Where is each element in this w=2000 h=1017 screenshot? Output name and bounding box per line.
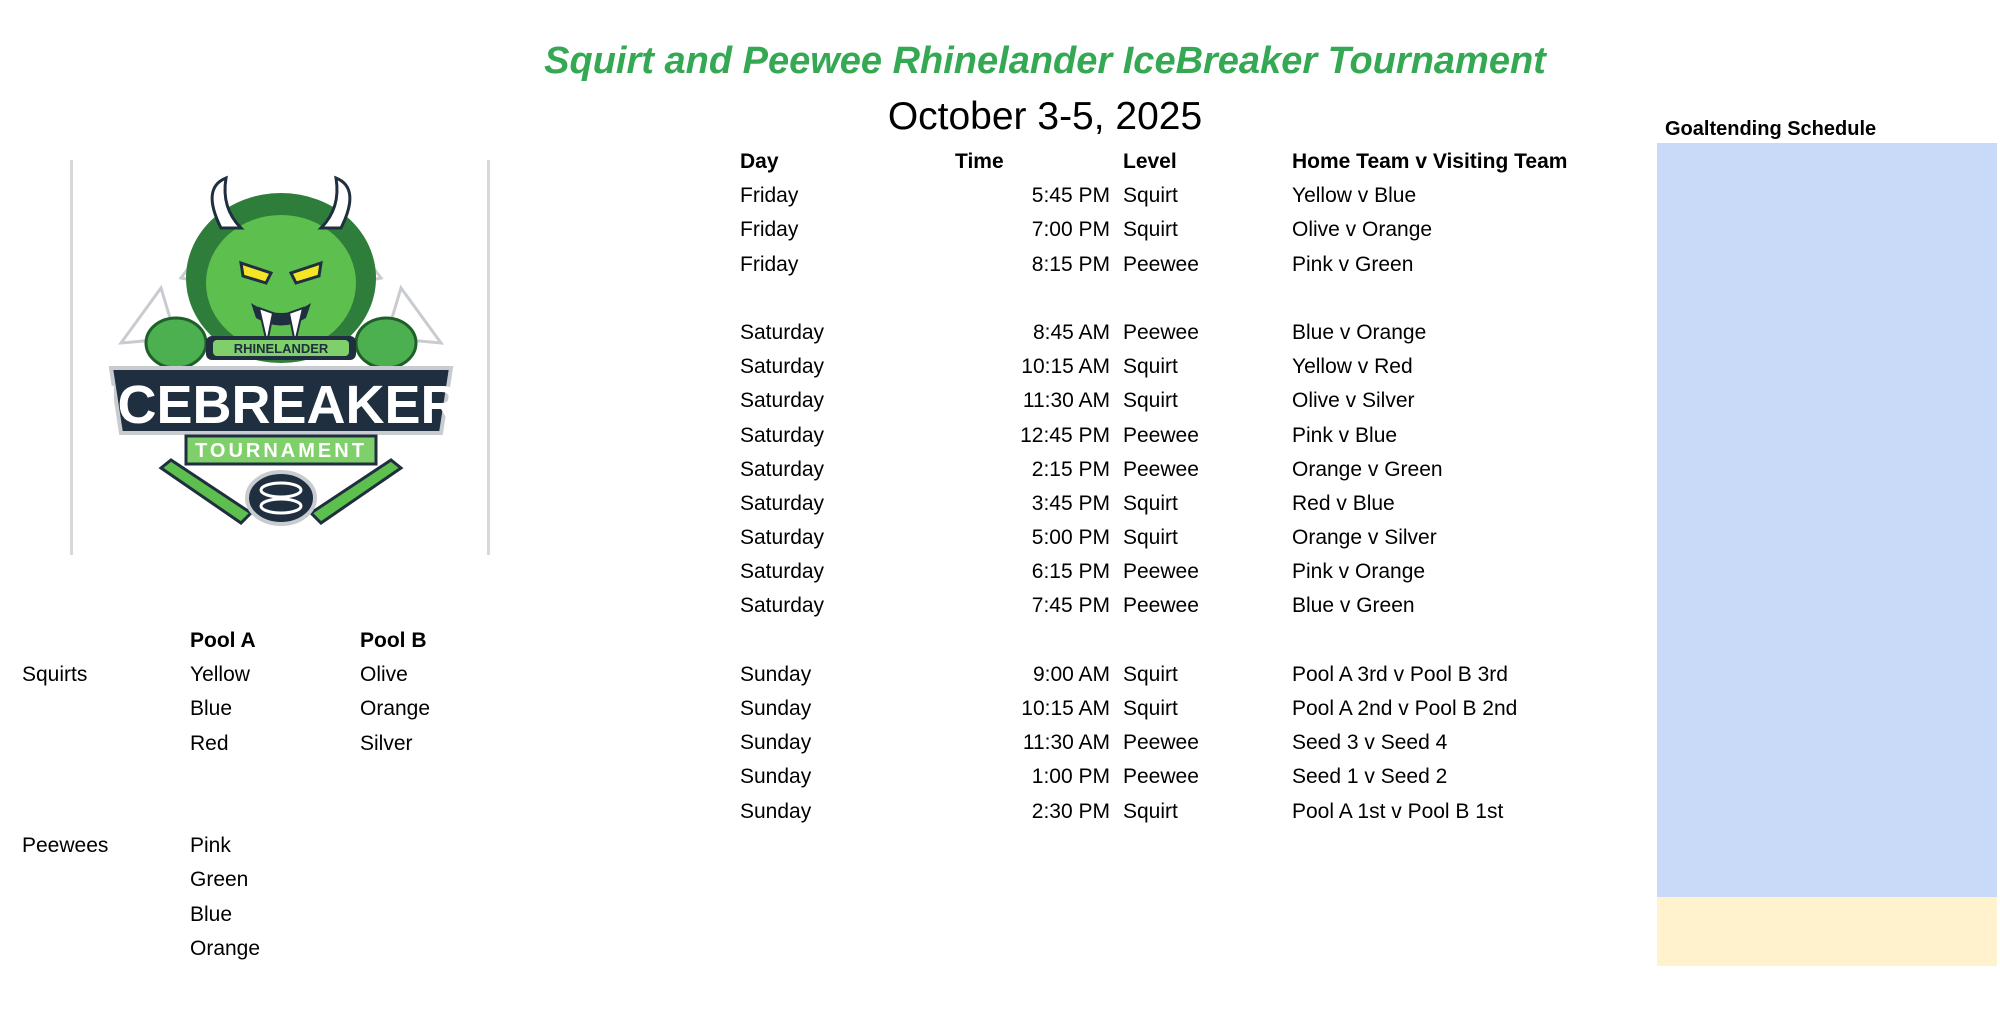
schedule-day: Sunday bbox=[740, 731, 812, 755]
schedule-level: Squirt bbox=[1123, 799, 1178, 823]
schedule-day: Saturday bbox=[740, 423, 825, 447]
schedule-day: Friday bbox=[740, 218, 799, 242]
schedule-time: 7:00 PM bbox=[1031, 218, 1110, 242]
schedule-time: 10:15 AM bbox=[1021, 355, 1110, 379]
schedule-day: Sunday bbox=[740, 799, 812, 823]
pool-a-team: Blue bbox=[190, 697, 233, 721]
goaltending-blue-block bbox=[1657, 143, 1997, 897]
schedule-time: 2:15 PM bbox=[1031, 457, 1110, 481]
schedule-time: 6:15 PM bbox=[1031, 560, 1110, 584]
schedule-day: Saturday bbox=[740, 457, 825, 481]
pool-division: Squirts bbox=[22, 663, 88, 687]
schedule-match: Yellow v Red bbox=[1292, 355, 1413, 379]
pool-a-team: Blue bbox=[190, 902, 233, 926]
schedule-day: Sunday bbox=[740, 697, 812, 720]
schedule-match: Olive v Silver bbox=[1292, 389, 1415, 413]
schedule-level: Peewee bbox=[1123, 320, 1199, 344]
schedule-match: Seed 1 v Seed 2 bbox=[1292, 765, 1448, 789]
logo-top-text: RHINELANDER bbox=[233, 341, 329, 356]
header-level: Level bbox=[1123, 150, 1177, 173]
goaltending-yellow-block bbox=[1657, 897, 1997, 966]
schedule-day: Saturday bbox=[740, 320, 825, 344]
schedule-level: Peewee bbox=[1123, 594, 1199, 618]
schedule-day: Friday bbox=[740, 252, 799, 276]
schedule-day: Saturday bbox=[740, 491, 825, 515]
goaltending-schedule-label: Goaltending Schedule bbox=[1665, 118, 1877, 140]
pool-b-team: Olive bbox=[360, 663, 408, 687]
pool-a-team: Pink bbox=[190, 834, 231, 858]
header-day: Day bbox=[740, 150, 779, 173]
schedule-match: Yellow v Blue bbox=[1292, 184, 1417, 208]
schedule-level: Squirt bbox=[1123, 526, 1178, 550]
schedule-level: Squirt bbox=[1123, 491, 1178, 515]
schedule-level: Squirt bbox=[1123, 218, 1178, 242]
pool-a-team: Orange bbox=[190, 936, 261, 960]
schedule-match: Red v Blue bbox=[1292, 491, 1395, 515]
schedule-level: Squirt bbox=[1123, 697, 1178, 720]
schedule-level: Peewee bbox=[1123, 252, 1199, 276]
schedule-match: Blue v Orange bbox=[1292, 320, 1427, 344]
schedule-match: Pool A 2nd v Pool B 2nd bbox=[1292, 697, 1518, 720]
page-title: Squirt and Peewee Rhinelander IceBreaker Tournament bbox=[544, 40, 1546, 82]
schedule-day: Saturday bbox=[740, 389, 825, 413]
schedule-match: Orange v Silver bbox=[1292, 526, 1437, 550]
schedule-time: 3:45 PM bbox=[1031, 491, 1110, 515]
logo-frame bbox=[70, 160, 490, 555]
schedule-day: Saturday bbox=[740, 526, 825, 550]
schedule-day: Saturday bbox=[740, 355, 825, 379]
schedule-time: 8:45 AM bbox=[1032, 320, 1110, 344]
schedule-match: Pool A 1st v Pool B 1st bbox=[1292, 799, 1504, 823]
schedule-day: Friday bbox=[740, 184, 799, 208]
schedule-time: 2:30 PM bbox=[1031, 799, 1110, 823]
pool-a-team: Red bbox=[190, 731, 229, 755]
schedule-match: Pool A 3rd v Pool B 3rd bbox=[1292, 662, 1508, 686]
schedule-match: Pink v Orange bbox=[1292, 560, 1426, 584]
schedule-time: 11:30 AM bbox=[1022, 731, 1110, 755]
schedule-day: Sunday bbox=[740, 662, 812, 686]
schedule-match: Pink v Blue bbox=[1292, 423, 1398, 447]
schedule-time: 1:00 PM bbox=[1031, 765, 1110, 789]
schedule-level: Peewee bbox=[1123, 765, 1199, 789]
logo-main-text: ICEBREAKER bbox=[102, 375, 460, 435]
icebreaker-logo bbox=[91, 168, 471, 548]
schedule-match: Olive v Orange bbox=[1292, 218, 1433, 242]
pool-a-team: Yellow bbox=[190, 663, 250, 687]
pools-header-pool-b: Pool B bbox=[360, 629, 427, 652]
schedule-day: Saturday bbox=[740, 560, 825, 584]
schedule-level: Squirt bbox=[1123, 389, 1178, 413]
schedule-match: Seed 3 v Seed 4 bbox=[1292, 731, 1448, 755]
schedule-level: Peewee bbox=[1123, 457, 1199, 481]
schedule-time: 12:45 PM bbox=[1020, 423, 1110, 447]
schedule-match: Blue v Green bbox=[1292, 594, 1415, 618]
pool-b-team: Orange bbox=[360, 697, 431, 721]
schedule-level: Peewee bbox=[1123, 560, 1199, 584]
schedule-match: Pink v Green bbox=[1292, 252, 1414, 276]
pool-a-team: Green bbox=[190, 868, 249, 892]
header-time: Time bbox=[955, 150, 1004, 173]
schedule-day: Saturday bbox=[740, 594, 825, 618]
schedule-time: 10:15 AM bbox=[1021, 697, 1110, 720]
schedule-level: Squirt bbox=[1123, 184, 1178, 208]
schedule-level: Squirt bbox=[1123, 662, 1178, 686]
schedule-match: Orange v Green bbox=[1292, 457, 1443, 481]
pool-b-team: Silver bbox=[360, 731, 413, 755]
schedule-time: 7:45 PM bbox=[1031, 594, 1110, 618]
schedule-level: Peewee bbox=[1123, 731, 1199, 755]
schedule-time: 11:30 AM bbox=[1022, 389, 1110, 413]
page-subtitle: October 3-5, 2025 bbox=[887, 95, 1203, 138]
schedule-time: 5:45 PM bbox=[1031, 184, 1110, 208]
header-match: Home Team v Visiting Team bbox=[1292, 150, 1568, 173]
schedule-time: 9:00 AM bbox=[1032, 662, 1110, 686]
schedule-time: 5:00 PM bbox=[1031, 526, 1110, 550]
schedule-level: Peewee bbox=[1123, 423, 1199, 447]
pool-division: Peewees bbox=[22, 834, 109, 858]
pools-header-pool-a: Pool A bbox=[190, 629, 256, 652]
schedule-level: Squirt bbox=[1123, 355, 1178, 379]
schedule-day: Sunday bbox=[740, 765, 812, 789]
logo-bottom-text: TOURNAMENT bbox=[195, 440, 367, 462]
schedule-time: 8:15 PM bbox=[1031, 252, 1110, 276]
